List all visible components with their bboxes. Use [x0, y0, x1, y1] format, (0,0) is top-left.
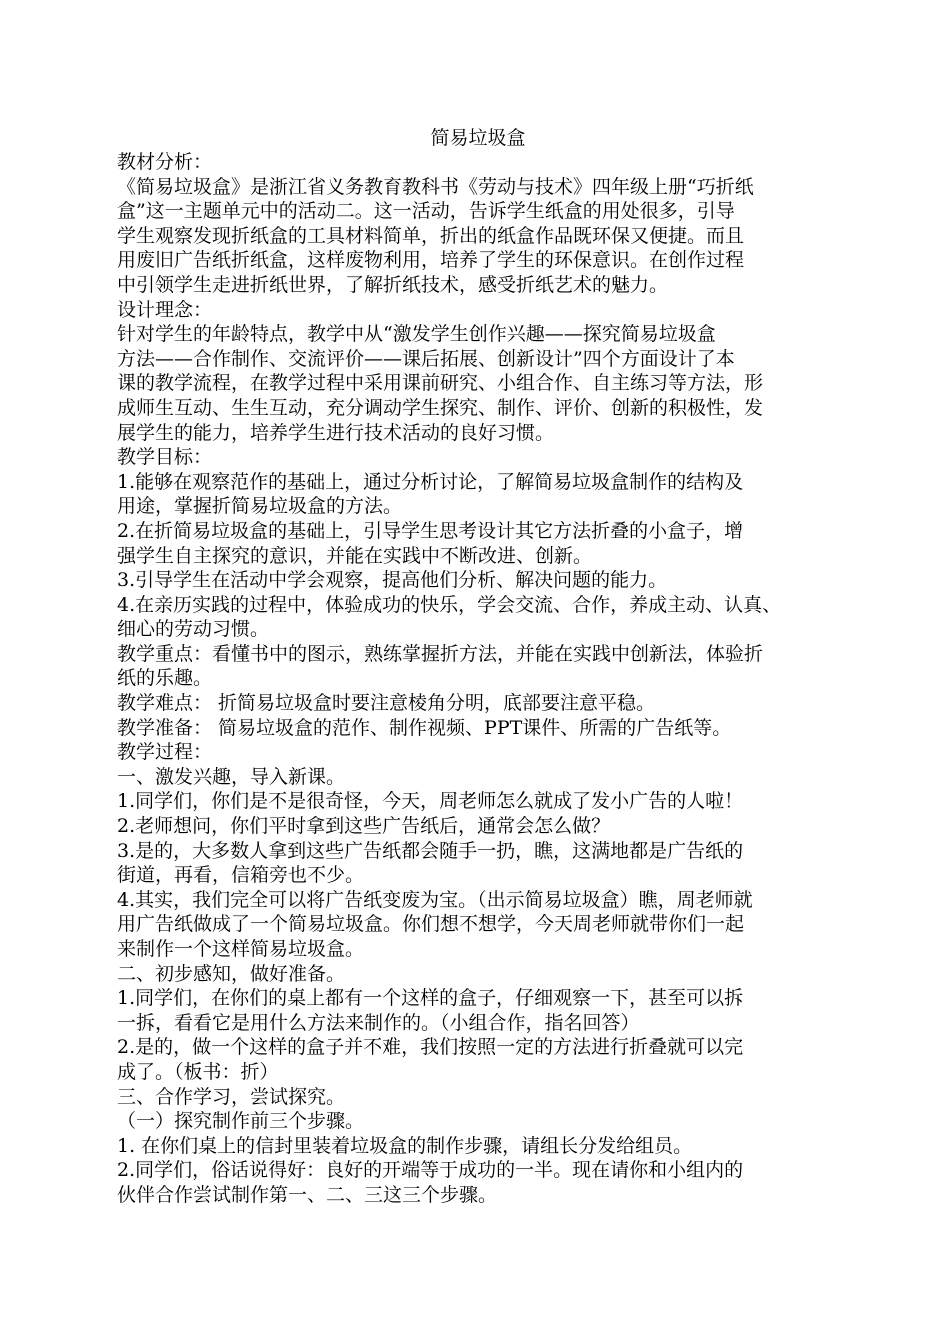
text-line: 学生观察发现折纸盒的工具材料简单，折出的纸盒作品既环保又便捷。而且 [117, 224, 745, 247]
text-line: 教学过程： [117, 741, 213, 764]
text-line: 一拆，看看它是用什么方法来制作的。（小组合作，指名回答） [117, 1011, 640, 1034]
text-line: 针对学生的年龄特点，教学中从“激发学生创作兴趣——探究简易垃圾盒 [117, 323, 716, 346]
text-line: 2.老师想问，你们平时拿到这些广告纸后，通常会怎么做？ [117, 815, 611, 838]
text-line: 4.其实，我们完全可以将广告纸变废为宝。（出示简易垃圾盒）瞧，周老师就 [117, 888, 753, 911]
text-line: 2.在折简易垃圾盒的基础上，引导学生思考设计其它方法折叠的小盒子，增 [117, 519, 744, 542]
text-line: 1. 在你们桌上的信封里装着垃圾盒的制作步骤，请组长分发给组员。 [117, 1134, 693, 1157]
text-line: 方法——合作制作、交流评价——课后拓展、创新设计”四个方面设计了本 [117, 347, 735, 370]
text-line: 强学生自主探究的意识，并能在实践中不断改进、创新。 [117, 544, 593, 567]
text-line: （一）探究制作前三个步骤。 [117, 1110, 365, 1133]
text-line: 3.引导学生在活动中学会观察，提高他们分析、解决问题的能力。 [117, 569, 668, 592]
text-line: 教学难点： 折简易垃圾盒时要注意棱角分明，底部要注意平稳。 [117, 692, 656, 715]
text-line: 中引领学生走进折纸世界，了解折纸技术，感受折纸艺术的魅力。 [117, 273, 669, 296]
text-line: 纸的乐趣。 [117, 667, 213, 690]
text-line: 用广告纸做成了一个简易垃圾盒。你们想不想学，今天周老师就带你们一起 [117, 913, 745, 936]
text-line: 伙伴合作尝试制作第一、二、三这三个步骤。 [117, 1183, 498, 1206]
text-line: 3.是的，大多数人拿到这些广告纸都会随手一扔，瞧，这满地都是广告纸的 [117, 839, 744, 862]
text-line: 展学生的能力，培养学生进行技术活动的良好习惯。 [117, 421, 555, 444]
text-line: 盒”这一主题单元中的活动二。这一活动，告诉学生纸盒的用处很多，引导 [117, 200, 735, 223]
text-line: 1.能够在观察范作的基础上，通过分析讨论，了解简易垃圾盒制作的结构及 [117, 470, 744, 493]
text-line: 教学准备： 简易垃圾盒的范作、制作视频、PPT课件、所需的广告纸等。 [117, 716, 732, 739]
document-title: 简易垃圾盒 [430, 127, 526, 149]
text-line: 用废旧广告纸折纸盒，这样废物利用，培养了学生的环保意识。在创作过程 [117, 249, 745, 272]
text-line: 二、初步感知，做好准备。 [117, 962, 346, 985]
text-line: 用途，掌握折简易垃圾盒的方法。 [117, 495, 403, 518]
text-line: 课的教学流程，在教学过程中采用课前研究、小组合作、自主练习等方法，形 [117, 372, 764, 395]
text-line: 成师生互动、生生互动，充分调动学生探究、制作、评价、创新的积极性，发 [117, 396, 764, 419]
text-line: 2.同学们，俗话说得好：良好的开端等于成功的一半。现在请你和小组内的 [117, 1159, 744, 1182]
text-line: 1.同学们，你们是不是很奇怪，今天，周老师怎么就成了发小广告的人啦！ [117, 790, 744, 813]
text-line: 细心的劳动习惯。 [117, 618, 270, 641]
text-line: 三、合作学习，尝试探究。 [117, 1085, 346, 1108]
text-line: 教学目标： [117, 446, 213, 469]
document-body [117, 150, 839, 1208]
text-line: 来制作一个这样简易垃圾盒。 [117, 938, 365, 960]
text-line: 教学重点：看懂书中的图示，熟练掌握折方法，并能在实践中创新法，体验折 [117, 642, 764, 665]
text-line: 一、激发兴趣，导入新课。 [117, 765, 346, 788]
text-line: 教材分析： [117, 151, 213, 173]
text-line: 成了。（板书：折） [117, 1060, 279, 1083]
text-line: 《简易垃圾盒》是浙江省义务教育教科书《劳动与技术》四年级上册“巧折纸 [117, 175, 754, 198]
text-line: 1.同学们，在你们的桌上都有一个这样的盒子，仔细观察一下，甚至可以拆 [117, 987, 744, 1010]
text-line: 4.在亲历实践的过程中，体验成功的快乐，学会交流、合作，养成主动、认真、 [117, 593, 782, 616]
text-line: 街道，再看，信箱旁也不少。 [117, 864, 365, 887]
document-page [117, 126, 839, 1208]
text-line: 2.是的，做一个这样的盒子并不难，我们按照一定的方法进行折叠就可以完 [117, 1036, 744, 1059]
text-line: 设计理念： [117, 298, 213, 321]
